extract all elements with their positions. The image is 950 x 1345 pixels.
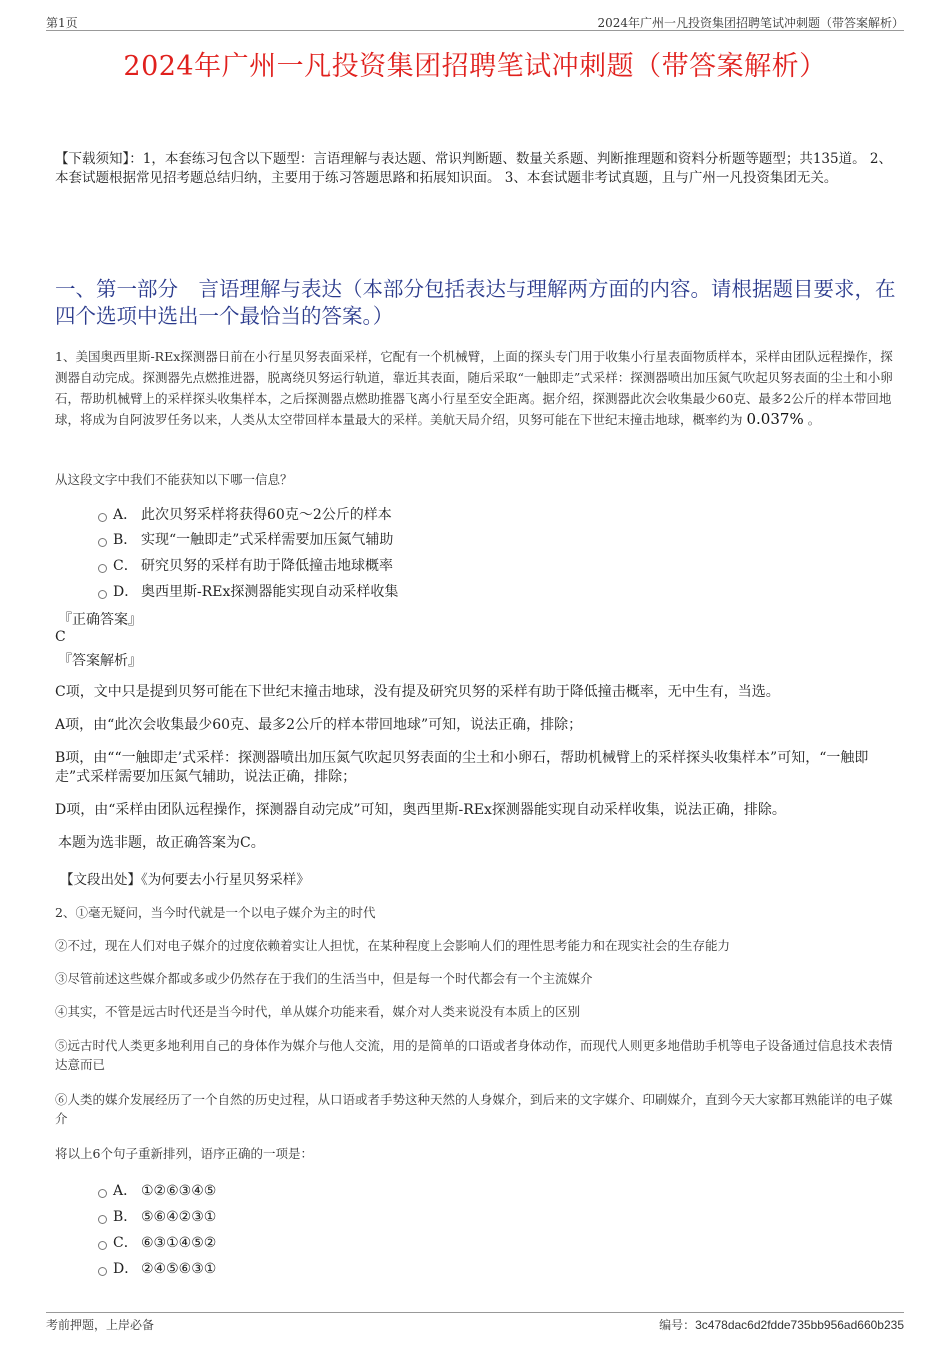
download-notice: 【下载须知】：1，本套练习包含以下题型：言语理解与表达题、常识判断题、数量关系题、判断推理题和资料分析题等题型；共135道。 2、本套试题根据常见招考题总结归纳，主要用于练习答题思路和拓展知识面。 3、本套试题非考试真题，且与广州一凡投资集团无关。 xyxy=(55,151,892,186)
answer-value: C xyxy=(55,629,66,645)
radio-icon[interactable] xyxy=(98,590,107,599)
q2-sentence-1: 2、①毫无疑问，当今时代就是一个以电子媒介为主的时代 xyxy=(55,905,376,920)
option-text: ②④⑤⑥③① xyxy=(141,1261,217,1277)
radio-icon[interactable] xyxy=(98,564,107,573)
option-key: C． xyxy=(113,558,138,574)
radio-icon[interactable] xyxy=(98,1189,107,1198)
page-header xyxy=(46,12,904,31)
option-text: ⑤⑥④②③① xyxy=(141,1209,217,1225)
question-1-body: 1、美国奥西里斯-REx探测器日前在小行星贝努表面采样，它配有一个机械臂，上面的探头专门用于收集小行星表面物质样本，采样由团队远程操作，探测器自动完成。探测器先点燃推进器，脱离绕贝努运行轨道，靠近其表面，随后采取“一触即走”式采样：探测器喷出加压氮气吹起贝努表面的尘土和小卵石，帮助机械臂上的采样探头收集样本，之后探测器点燃助推器飞离小行星至安全距离。据介绍，探测器此次会收集最少60克、最多2公斤的样本带回地球，将成为自阿波罗任务以来，人类从太空带回样本量最大的采样。美航天局介绍，贝努可能在下世纪末撞击地球，概率约为 xyxy=(55,349,893,427)
analysis-label: 『答案解析』 xyxy=(58,653,142,669)
q2-sentence-2: ②不过，现在人们对电子媒介的过度依赖着实让人担忧，在某种程度上会影响人们的理性思考能力和在现实社会的生存能力 xyxy=(55,938,731,953)
analysis-d: D项，由“采样由团队远程操作，探测器自动完成”可知，奥西里斯-REx探测器能实现自动采样收集，说法正确，排除。 xyxy=(55,802,786,818)
analysis-b: B项，由““一触即走’式采样：探测器喷出加压氮气吹起贝努表面的尘土和小卵石，帮助机械臂上的采样探头收集样本”可知，“一触即走”式采样需要加压氮气辅助，说法正确，排除； xyxy=(55,750,869,785)
text-source: 【文段出处】《为何要去小行星贝努采样》 xyxy=(60,872,310,888)
q2-option-b[interactable] xyxy=(98,1206,216,1226)
footer-code-value: 3c478dac6d2fdde735bb956ad660b235 xyxy=(695,1318,904,1332)
option-text: 此次贝努采样将获得60克～2公斤的样本 xyxy=(141,507,392,523)
q2-sentence-5: ⑤远古时代人类更多地利用自己的身体作为媒介与他人交流，用的是简单的口语或者身体动作，而现代人则更多地借助手机等电子设备通过信息技术表情达意而已 xyxy=(55,1038,893,1072)
option-text: ⑥③①④⑤② xyxy=(141,1235,217,1251)
q1-option-b[interactable] xyxy=(98,529,393,549)
radio-icon[interactable] xyxy=(98,1267,107,1276)
question-2-prompt: 将以上6个句子重新排列，语序正确的一项是： xyxy=(55,1146,313,1161)
option-text: 实现“一触即走”式采样需要加压氮气辅助 xyxy=(141,532,394,548)
footer-code xyxy=(659,1316,904,1333)
option-text: 研究贝努的采样有助于降低撞击地球概率 xyxy=(141,558,393,574)
option-key: C． xyxy=(113,1235,138,1251)
q2-sentence-6: ⑥人类的媒介发展经历了一个自然的历史过程，从口语或者手势这种天然的人身媒介，到后来的文字媒介、印刷媒介，直到今天大家都耳熟能详的电子媒介 xyxy=(55,1092,893,1126)
question-1-text xyxy=(55,346,900,430)
answer-label: 『正确答案』 xyxy=(58,612,142,628)
page-number: 第1页 xyxy=(46,16,78,30)
q2-sentence-4: ④其实，不管是远古时代还是当今时代，单从媒介功能来看，媒介对人类来说没有本质上的区别 xyxy=(55,1004,581,1019)
question-1-tail: 。 xyxy=(807,412,821,427)
radio-icon[interactable] xyxy=(98,538,107,547)
option-key: D． xyxy=(113,1261,139,1277)
analysis-c: C项，文中只是提到贝努可能在下世纪末撞击地球，没有提及研究贝努的采样有助于降低撞击概率，无中生有，当选。 xyxy=(55,684,780,700)
q2-option-a[interactable] xyxy=(98,1180,216,1200)
option-text: ①②⑥③④⑤ xyxy=(141,1183,217,1199)
analysis-a: A项，由“此次会收集最少60克、最多2公斤的样本带回地球”可知，说法正确，排除； xyxy=(55,717,583,733)
probability-formula: 0.037% xyxy=(746,410,804,428)
q1-option-a[interactable] xyxy=(98,504,392,524)
question-1-prompt: 从这段文字中我们不能获知以下哪一信息？ xyxy=(55,472,293,487)
radio-icon[interactable] xyxy=(98,1215,107,1224)
option-key: B． xyxy=(113,1209,138,1225)
header-doc-title: 2024年广州一凡投资集团招聘笔试冲刺题（带答案解析） xyxy=(597,16,904,30)
section-title: 一、第一部分 言语理解与表达（本部分包括表达与理解两方面的内容。请根据题目要求，在四个选项中选出一个最恰当的答案。） xyxy=(55,277,896,328)
analysis-conclusion: 本题为选非题，故正确答案为C。 xyxy=(58,835,265,851)
radio-icon[interactable] xyxy=(98,1241,107,1250)
q2-option-d[interactable] xyxy=(98,1258,216,1278)
radio-icon[interactable] xyxy=(98,513,107,522)
footer-slogan: 考前押题，上岸必备 xyxy=(46,1318,155,1332)
footer-code-label: 编号： xyxy=(659,1318,696,1332)
option-key: D． xyxy=(113,584,139,600)
document-title: 2024年广州一凡投资集团招聘笔试冲刺题（带答案解析） xyxy=(123,51,827,82)
q2-option-c[interactable] xyxy=(98,1232,216,1252)
option-key: A． xyxy=(113,507,138,523)
q2-sentence-3: ③尽管前述这些媒介都或多或少仍然存在于我们的生活当中，但是每一个时代都会有一个主流媒介 xyxy=(55,971,593,986)
q1-option-c[interactable] xyxy=(98,555,393,575)
option-text: 奥西里斯-REx探测器能实现自动采样收集 xyxy=(141,584,399,600)
page-footer xyxy=(46,1312,904,1335)
option-key: A． xyxy=(113,1183,138,1199)
q1-option-d[interactable] xyxy=(98,581,398,601)
option-key: B． xyxy=(113,532,138,548)
